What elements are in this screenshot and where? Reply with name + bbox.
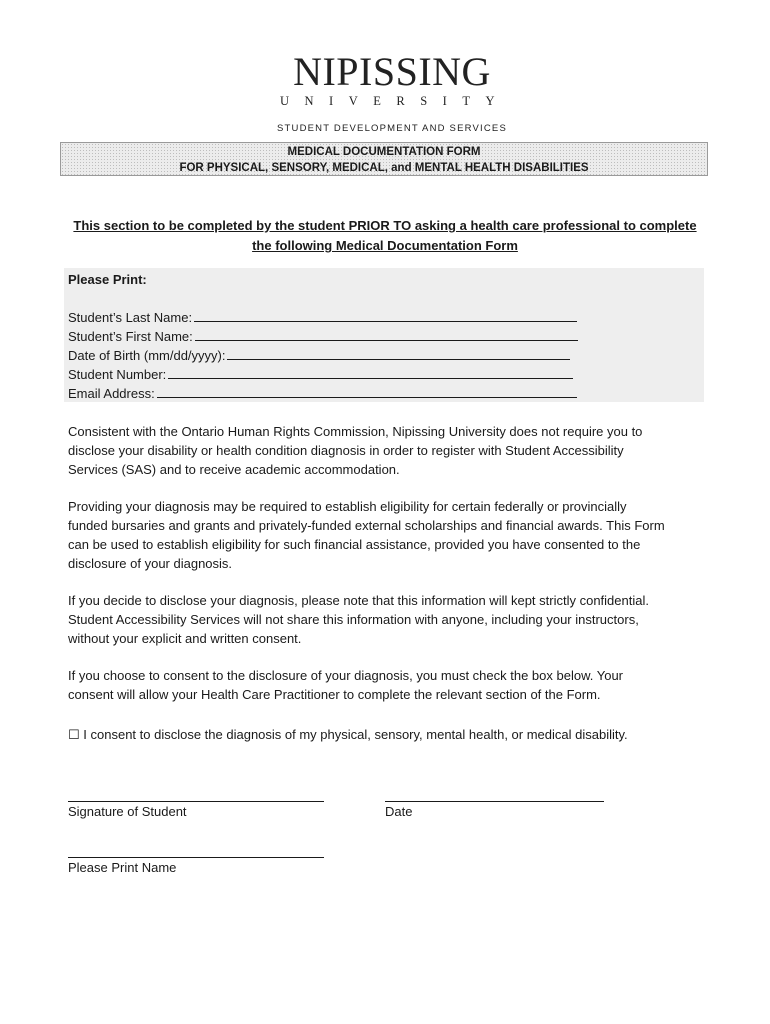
form-title-line1: MEDICAL DOCUMENTATION FORM bbox=[287, 146, 481, 158]
email-input-line[interactable] bbox=[157, 385, 577, 398]
student-number-label: Student Number: bbox=[68, 367, 167, 382]
student-number-field[interactable] bbox=[68, 366, 573, 384]
form-title-box bbox=[60, 142, 708, 176]
paragraph-human-rights bbox=[68, 422, 708, 479]
consent-text: I consent to disclose the diagnosis of my physical, sensory, mental health, or medical disability. bbox=[83, 727, 628, 742]
print-name-label: Please Print Name bbox=[68, 860, 177, 875]
paragraph-line: disclosure of your diagnosis. bbox=[68, 556, 233, 571]
logo-department: STUDENT DEVELOPMENT AND SERVICES bbox=[276, 123, 508, 134]
dob-input-line[interactable] bbox=[227, 347, 570, 360]
dob-label: Date of Birth (mm/dd/yyyy): bbox=[68, 348, 226, 363]
paragraph-line: If you decide to disclose your diagnosis, please note that this information will kept strictly confidential. bbox=[68, 593, 649, 608]
first-name-field[interactable] bbox=[68, 328, 578, 346]
date-line[interactable] bbox=[385, 800, 604, 802]
paragraph-diagnosis-eligibility bbox=[68, 497, 708, 573]
logo-subtitle: UNIVERSITY bbox=[280, 94, 510, 108]
email-label: Email Address: bbox=[68, 386, 155, 401]
section-heading bbox=[60, 216, 710, 256]
section-heading-line2: the following Medical Documentation Form bbox=[252, 238, 518, 253]
student-signature-label: Signature of Student bbox=[68, 804, 187, 819]
student-number-input-line[interactable] bbox=[168, 366, 573, 379]
paragraph-line: Student Accessibility Services will not share this information with anyone, including your instructors, bbox=[68, 612, 639, 627]
last-name-input-line[interactable] bbox=[194, 309, 577, 322]
last-name-label: Student’s Last Name: bbox=[68, 310, 193, 325]
paragraph-line: Providing your diagnosis may be required to establish eligibility for certain federally or provincially bbox=[68, 499, 627, 514]
paragraph-line: funded bursaries and grants and privately-funded external scholarships and financial awards. This Form bbox=[68, 518, 665, 533]
please-print-label: Please Print: bbox=[68, 272, 147, 287]
university-logo bbox=[0, 49, 770, 134]
paragraph-line: without your explicit and written consent. bbox=[68, 631, 302, 646]
logo-name: NIPISSING bbox=[293, 49, 491, 94]
email-field[interactable] bbox=[68, 385, 577, 403]
paragraph-line: Consistent with the Ontario Human Rights Commission, Nipissing University does not require you to bbox=[68, 424, 643, 439]
date-label: Date bbox=[385, 804, 413, 819]
form-title-line2: FOR PHYSICAL, SENSORY, MEDICAL, and MENTAL HEALTH DISABILITIES bbox=[179, 162, 589, 174]
last-name-field[interactable] bbox=[68, 309, 577, 327]
paragraph-confidentiality bbox=[68, 591, 708, 648]
paragraph-consent-info bbox=[68, 666, 708, 704]
paragraph-line: can be used to establish eligibility for such financial assistance, provided you have consented to the bbox=[68, 537, 641, 552]
paragraph-line: Services (SAS) and to receive academic accommodation. bbox=[68, 462, 400, 477]
first-name-label: Student’s First Name: bbox=[68, 329, 193, 344]
paragraph-line: consent will allow your Health Care Practitioner to complete the relevant section of the Form. bbox=[68, 687, 601, 702]
dob-field[interactable] bbox=[68, 347, 570, 365]
first-name-input-line[interactable] bbox=[195, 328, 578, 341]
print-name-line[interactable] bbox=[68, 856, 324, 858]
consent-row bbox=[68, 727, 628, 743]
paragraph-line: disclose your disability or health condition diagnosis in order to register with Student Accessibility bbox=[68, 443, 624, 458]
student-signature-line[interactable] bbox=[68, 800, 324, 802]
section-heading-line1: This section to be completed by the student PRIOR TO asking a health care professional to complete bbox=[73, 218, 697, 233]
consent-checkbox[interactable]: ☐ bbox=[68, 727, 80, 742]
paragraph-line: If you choose to consent to the disclosure of your diagnosis, you must check the box below. Your bbox=[68, 668, 624, 683]
